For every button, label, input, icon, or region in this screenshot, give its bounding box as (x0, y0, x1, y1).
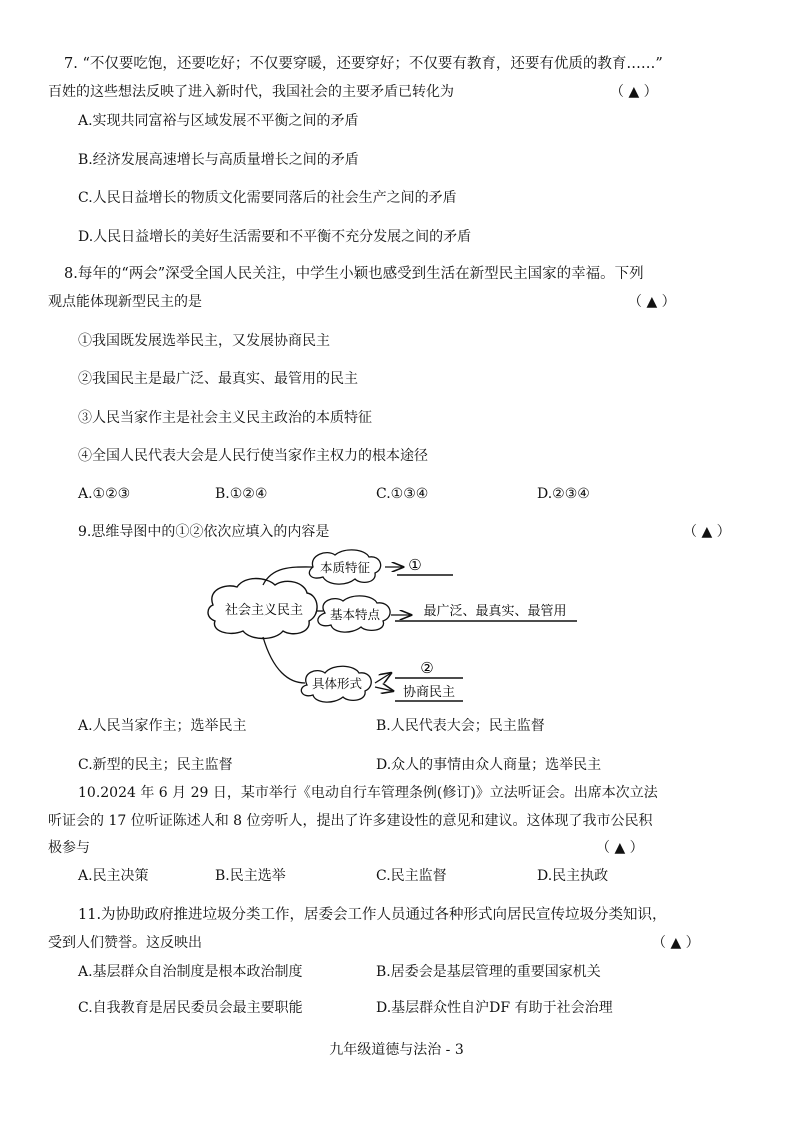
q11-option-a: A.基层群众自治制度是根本政治制度 (78, 964, 303, 980)
q10-option-c: C.民主监督 (376, 868, 447, 884)
q11-answer-mark: （ ▲ ） (652, 935, 700, 951)
q10-stem-line3: 极参与 (48, 840, 90, 856)
q9-option-b: B.人民代表大会；民主监督 (376, 718, 545, 734)
branch1-value: ① (408, 556, 422, 574)
center-node (208, 579, 317, 639)
q10-stem-line2: 听证会的 17 位听证陈述人和 8 位旁听人，提出了许多建设性的意见和建议。这体现了我市公民积 (48, 813, 653, 829)
q7-option-d: D.人民日益增长的美好生活需要和不平衡不充分发展之间的矛盾 (78, 229, 472, 245)
branch2-value: 最广泛、最真实、最管用 (423, 604, 567, 619)
q8-option-c: C.①③④ (376, 486, 429, 502)
branch3-value2: 协商民主 (402, 685, 456, 700)
q7-stem-line1: 7. “不仅要吃饱，还要吃好；不仅要穿暖，还要穿好；不仅要有教育，还要有优质的教育……” (64, 56, 663, 72)
q9-option-a: A.人民当家作主；选举民主 (78, 718, 247, 734)
q8-statement-1: ①我国既发展选举民主，又发展协商民主 (78, 333, 330, 349)
q10-option-d: D.民主执政 (537, 868, 609, 884)
q11-stem-line2: 受到人们赞誉。这反映出 (48, 935, 202, 951)
branch2-node (318, 596, 390, 632)
q8-answer-mark: （ ▲ ） (628, 294, 676, 310)
branch3-connector (263, 637, 305, 683)
branch3-value1: ② (420, 659, 434, 677)
branch3-label: 具体形式 (311, 676, 363, 691)
q11-option-c: C.自我教育是居民委员会最主要职能 (78, 1000, 303, 1016)
q8-option-b: B.①②④ (215, 486, 268, 502)
branch3-node (301, 666, 371, 702)
center-node-label: 社会主义民主 (224, 603, 304, 618)
q8-option-d: D.②③④ (537, 486, 590, 502)
branch2-label: 基本特点 (329, 607, 381, 622)
q10-answer-mark: （ ▲ ） (596, 840, 644, 856)
q7-answer-mark: （ ▲ ） (610, 84, 658, 100)
branch1-node (309, 550, 380, 584)
q7-option-c: C.人民日益增长的物质文化需要同落后的社会生产之间的矛盾 (78, 190, 457, 206)
q10-option-a: A.民主决策 (78, 868, 149, 884)
q11-option-b: B.居委会是基层管理的重要国家机关 (376, 964, 601, 980)
page-footer: 九年级道德与法治 - 3 (329, 1042, 464, 1058)
q8-option-a: A.①②③ (78, 486, 131, 502)
q7-option-b: B.经济发展高速增长与高质量增长之间的矛盾 (78, 152, 359, 168)
branch1-label: 本质特征 (319, 560, 371, 575)
q8-statement-2: ②我国民主是最广泛、最真实、最管用的民主 (78, 371, 358, 387)
q10-stem-line1: 10.2024 年 6 月 29 日，某市举行《电动自行车管理条例(修订)》立法听证会。出席本次立法 (78, 785, 658, 801)
mind-map-diagram (205, 545, 605, 705)
q8-stem-line2: 观点能体现新型民主的是 (48, 294, 202, 310)
q11-stem-line1: 11.为协助政府推进垃圾分类工作，居委会工作人员通过各种形式向居民宣传垃圾分类知识， (78, 907, 667, 923)
q9-option-c: C.新型的民主；民主监督 (78, 757, 233, 773)
q9-option-d: D.众人的事情由众人商量；选举民主 (376, 757, 602, 773)
q8-statement-3: ③人民当家作主是社会主义民主政治的本质特征 (78, 410, 372, 426)
q10-option-b: B.民主选举 (215, 868, 286, 884)
q8-stem-line1: 8.每年的“两会”深受全国人民关注，中学生小颖也感受到生活在新型民主国家的幸福。下列 (64, 266, 644, 282)
q7-option-a: A.实现共同富裕与区域发展不平衡之间的矛盾 (78, 113, 359, 129)
q9-stem: 9.思维导图中的①②依次应填入的内容是 (78, 524, 330, 540)
q11-option-d: D.基层群众性自沪DF 有助于社会治理 (376, 1000, 613, 1016)
q7-stem-line2: 百姓的这些想法反映了进入新时代，我国社会的主要矛盾已转化为 (48, 84, 454, 100)
q8-statement-4: ④全国人民代表大会是人民行使当家作主权力的根本途径 (78, 448, 428, 464)
q9-answer-mark: （ ▲ ） (683, 524, 731, 540)
